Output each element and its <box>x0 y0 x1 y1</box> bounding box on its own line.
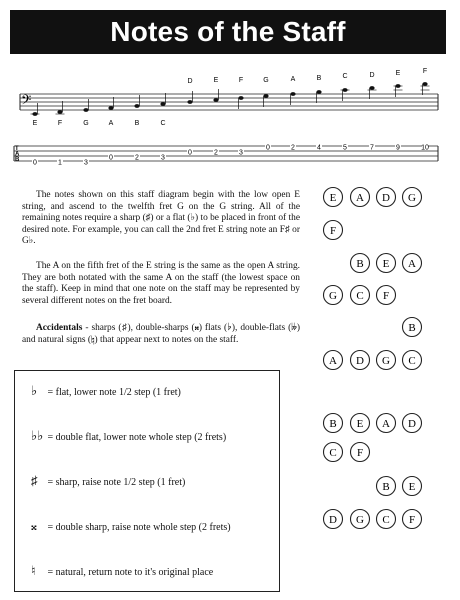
note-circle <box>403 510 422 529</box>
note-circle <box>351 414 370 433</box>
note-circle-label: D <box>329 514 337 526</box>
tab-number: 3 <box>84 159 88 167</box>
tab-number: 10 <box>421 144 429 152</box>
legend-natural: ♮ = natural, return note to it's original place <box>31 563 214 578</box>
tab-number: 3 <box>161 154 165 162</box>
note-circle-label: A <box>408 258 416 270</box>
note-circle <box>351 443 370 462</box>
lower-note-label: E <box>32 120 38 127</box>
note-circle <box>324 351 343 370</box>
note-circle <box>351 351 370 370</box>
note-circle-label: B <box>408 322 416 334</box>
note-circle-label: D <box>408 418 416 430</box>
note-circle <box>403 254 422 273</box>
legend-double-flat: ♭♭ = double flat, lower note whole step (2 frets) <box>31 428 227 443</box>
legend-flat: ♭ = flat, lower note 1/2 step (1 fret) <box>31 383 181 398</box>
note-circle <box>403 477 422 496</box>
note-circle-label: E <box>408 481 416 493</box>
note-circle <box>403 351 422 370</box>
tab-number: 4 <box>317 144 321 152</box>
upper-note-label: A <box>290 76 296 83</box>
intro-paragraph: The notes shown on this staff diagram begin with the low open E string, and ascend to the twelfth fret G on the G string. All of the remaining notes require a sharp (♯) or a flat (♭) to be placed in front of the desired note. For example, you can call the 2nd fret E string note an F♯ or G♭. <box>22 190 300 247</box>
note-circle-label: D <box>382 192 390 204</box>
note-circle-label: E <box>382 258 390 270</box>
upper-note-label: B <box>316 75 322 82</box>
tab-number: 0 <box>266 144 270 152</box>
upper-note-label: E <box>395 70 401 77</box>
tab-number: 7 <box>370 144 374 152</box>
note-circle-label: E <box>356 418 364 430</box>
page-title: Notes of the Staff <box>110 16 346 47</box>
lower-note-label: A <box>108 120 114 127</box>
note-circle-label: A <box>356 192 364 204</box>
note-circle <box>377 286 396 305</box>
note-circle-label: F <box>356 447 364 459</box>
tab-number: 2 <box>135 154 139 162</box>
note-circle <box>351 286 370 305</box>
note-circle <box>324 221 343 240</box>
note-circle-label: F <box>329 225 337 237</box>
upper-note-label: F <box>422 68 428 75</box>
note-circle-label: C <box>329 447 337 459</box>
upper-note-label: C <box>342 73 348 80</box>
tab-letter-a: A <box>15 151 20 158</box>
legend-sharp: ♯ = sharp, raise note 1/2 step (1 fret) <box>31 473 186 488</box>
note-circle-label: F <box>382 290 390 302</box>
note-circle <box>351 510 370 529</box>
tab-number: 0 <box>188 149 192 157</box>
tab-letter-b: B <box>15 157 20 163</box>
note-circle-label: E <box>329 192 337 204</box>
upper-note-label: G <box>263 77 269 84</box>
note-circle <box>324 188 343 207</box>
note-circle <box>324 286 343 305</box>
upper-note-label: D <box>187 78 193 85</box>
accidentals-text: - sharps (♯), double-sharps (𝄪) flats (♭), double-flats (𝄫) and natural signs (♮) that appear next to notes on the staff. <box>22 323 300 345</box>
upper-note-label: D <box>369 72 375 79</box>
note-circle <box>377 477 396 496</box>
note-circle <box>324 510 343 529</box>
lower-note-label: B <box>134 120 140 127</box>
upper-note-label: E <box>213 77 219 84</box>
note-circle-label: G <box>356 514 364 526</box>
open-a-paragraph: The A on the fifth fret of the E string is the same as the open A string. They are both notated with the same A on the staff (the lowest space on the staff). Keep in mind that one note on the staff may be represented by several different notes on the fret board. <box>22 261 300 306</box>
natural-icon: ♮ <box>31 563 36 578</box>
note-circle-label: B <box>356 258 364 270</box>
legend-double-sharp: 𝄪 = double sharp, raise note whole step (2 frets) <box>31 518 231 533</box>
note-circle <box>403 188 422 207</box>
note-circle <box>324 414 343 433</box>
note-circle-label: B <box>329 418 337 430</box>
note-circle-label: B <box>382 481 390 493</box>
note-circle-label: G <box>382 355 390 367</box>
double-sharp-icon: 𝄪 <box>31 518 37 533</box>
note-circle <box>377 351 396 370</box>
bass-clef-icon: 𝄢 <box>21 92 32 111</box>
upper-note-label: F <box>238 77 244 84</box>
tab-number: 5 <box>343 144 347 152</box>
note-circle <box>403 414 422 433</box>
tab-number: 0 <box>109 154 113 162</box>
note-circle <box>351 188 370 207</box>
tab-number: 3 <box>239 149 243 157</box>
note-circle-label: G <box>329 290 337 302</box>
accidentals-label: Accidentals <box>36 323 83 333</box>
double-flat-icon: ♭♭ <box>31 428 44 443</box>
note-circle-label: G <box>408 192 416 204</box>
note-circle <box>377 254 396 273</box>
note-circle-label: D <box>356 355 364 367</box>
lower-note-label: F <box>57 120 63 127</box>
note-circle-label: F <box>408 514 416 526</box>
sharp-icon: ♯ <box>31 473 38 488</box>
tab-number: 9 <box>396 144 400 152</box>
tab-number: 2 <box>291 144 295 152</box>
note-circle-label: C <box>382 514 390 526</box>
note-circle-label: C <box>356 290 364 302</box>
lower-note-label: G <box>83 120 89 127</box>
flat-icon: ♭ <box>31 383 38 398</box>
lower-note-label: C <box>160 120 166 127</box>
tab-number: 0 <box>33 159 37 167</box>
note-circle-label: C <box>408 355 416 367</box>
note-circle <box>403 318 422 337</box>
note-circle <box>351 254 370 273</box>
note-circle-label: A <box>329 355 337 367</box>
note-circle <box>377 414 396 433</box>
note-circle <box>377 510 396 529</box>
note-circle-label: A <box>382 418 390 430</box>
tab-number: 1 <box>58 159 62 167</box>
tab-number: 2 <box>214 149 218 157</box>
note-circle <box>324 443 343 462</box>
note-circle <box>377 188 396 207</box>
tab-letter-t: T <box>15 146 19 152</box>
